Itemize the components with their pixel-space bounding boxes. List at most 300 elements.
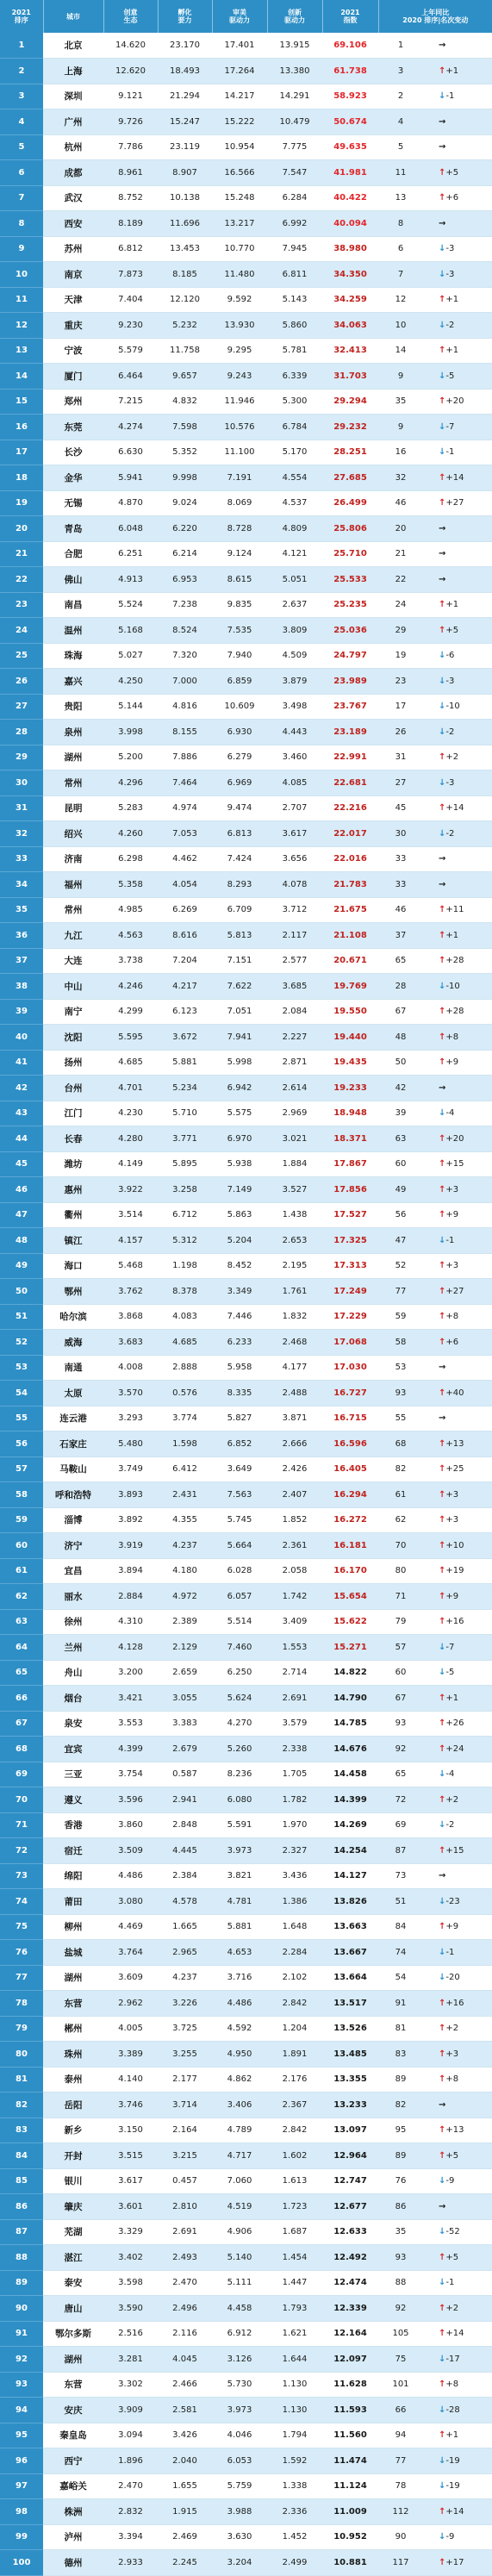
arrow-down-icon: ↓ <box>439 676 446 686</box>
arrow-up-icon: ↑ <box>439 2024 446 2034</box>
mobility-cell: 4.950 <box>212 2042 267 2068</box>
innovation-cell: 2.176 <box>267 2067 322 2093</box>
rank-change-value: +19 <box>445 1566 464 1576</box>
innovation-cell: 2.653 <box>267 1228 322 1254</box>
mobility-cell: 4.862 <box>212 2067 267 2093</box>
rank-cell: 69 <box>0 1762 43 1787</box>
rank-change-value: +8 <box>445 1032 459 1042</box>
arrow-down-icon: ↓ <box>439 727 446 737</box>
rank-cell: 90 <box>0 2296 43 2322</box>
arrow-down-icon: ↓ <box>439 1947 446 1957</box>
score-cell: 17.867 <box>322 1151 378 1177</box>
rank-change-value: -4 <box>445 1108 455 1119</box>
score-cell: 23.989 <box>322 669 378 695</box>
rank-change-value: +1 <box>445 1693 459 1703</box>
eco-cell: 5.524 <box>103 592 158 618</box>
rank-cell: 68 <box>0 1737 43 1762</box>
city-cell: 秦皇岛 <box>43 2423 103 2448</box>
arrow-right-icon: → <box>439 116 446 127</box>
table-row <box>0 1507 492 1533</box>
rank-change-value: +3 <box>445 1261 459 1271</box>
eco-cell: 3.514 <box>103 1202 158 1228</box>
prev-rank-cell: 60 <box>378 1151 423 1177</box>
prev-rank-cell: 71 <box>378 1584 423 1610</box>
table-row <box>0 1863 492 1889</box>
talent-cell: 3.255 <box>158 2042 212 2068</box>
rank-change-cell <box>423 2270 492 2296</box>
innovation-cell: 14.291 <box>267 84 322 109</box>
prev-rank-cell: 67 <box>378 1686 423 1712</box>
score-cell: 16.727 <box>322 1381 378 1407</box>
city-cell: 宜宾 <box>43 1737 103 1762</box>
header-innovation: 创新 驱动力 <box>267 0 322 33</box>
score-cell: 17.229 <box>322 1304 378 1330</box>
table-row <box>0 1228 492 1254</box>
innovation-cell: 3.436 <box>267 1863 322 1889</box>
mobility-cell: 9.835 <box>212 592 267 618</box>
prev-rank-cell: 89 <box>378 2143 423 2169</box>
arrow-down-icon: ↓ <box>439 2176 446 2186</box>
prev-rank-cell: 87 <box>378 1838 423 1864</box>
mobility-cell: 4.906 <box>212 2219 267 2245</box>
score-cell: 14.785 <box>322 1711 378 1737</box>
rank-change-cell <box>423 2042 492 2068</box>
rank-cell: 28 <box>0 720 43 745</box>
score-cell: 22.016 <box>322 846 378 872</box>
innovation-cell: 1.852 <box>267 1507 322 1533</box>
rank-change-cell <box>423 1431 492 1457</box>
score-cell: 13.097 <box>322 2118 378 2143</box>
score-cell: 14.458 <box>322 1762 378 1787</box>
innovation-cell: 3.809 <box>267 618 322 644</box>
eco-cell: 3.150 <box>103 2118 158 2143</box>
talent-cell: 3.771 <box>158 1126 212 1152</box>
mobility-cell: 7.622 <box>212 974 267 1000</box>
score-cell: 12.097 <box>322 2347 378 2373</box>
rank-change-cell <box>423 1660 492 1686</box>
rank-change-value: +9 <box>445 1591 459 1601</box>
mobility-cell: 15.222 <box>212 109 267 135</box>
rank-cell: 35 <box>0 897 43 923</box>
rank-change-value: -2 <box>445 828 455 839</box>
mobility-cell: 3.204 <box>212 2550 267 2576</box>
innovation-cell: 2.488 <box>267 1381 322 1407</box>
arrow-up-icon: ↑ <box>439 803 446 814</box>
rank-change-value: +20 <box>445 396 464 407</box>
city-cell: 北京 <box>43 33 103 59</box>
rank-change-value: -10 <box>445 981 460 991</box>
city-cell: 宁波 <box>43 338 103 364</box>
mobility-cell: 4.046 <box>212 2423 267 2448</box>
eco-cell: 3.553 <box>103 1711 158 1737</box>
innovation-cell: 13.915 <box>267 33 322 59</box>
prev-rank-cell: 2 <box>378 84 423 109</box>
rank-change-value: +16 <box>445 1998 464 2008</box>
score-cell: 13.826 <box>322 1889 378 1915</box>
talent-cell: 2.164 <box>158 2118 212 2143</box>
arrow-down-icon: ↓ <box>439 269 446 279</box>
score-cell: 25.533 <box>322 567 378 593</box>
mobility-cell: 11.100 <box>212 440 267 465</box>
rank-cell: 40 <box>0 1025 43 1051</box>
innovation-cell: 3.871 <box>267 1406 322 1431</box>
prev-rank-cell: 76 <box>378 2168 423 2194</box>
rank-change-cell <box>423 1507 492 1533</box>
arrow-up-icon: ↑ <box>439 2074 446 2085</box>
table-row <box>0 1584 492 1610</box>
table-row <box>0 2016 492 2042</box>
table-row <box>0 1711 492 1737</box>
rank-change-value: +14 <box>445 803 464 814</box>
score-cell: 18.371 <box>322 1126 378 1152</box>
table-row <box>0 1940 492 1966</box>
talent-cell: 9.998 <box>158 465 212 491</box>
rank-cell: 60 <box>0 1533 43 1559</box>
mobility-cell: 4.458 <box>212 2296 267 2322</box>
rank-cell: 51 <box>0 1304 43 1330</box>
rank-cell: 10 <box>0 262 43 288</box>
score-cell: 29.294 <box>322 389 378 415</box>
city-cell: 湖州 <box>43 2347 103 2373</box>
talent-cell: 7.000 <box>158 669 212 695</box>
talent-cell: 2.888 <box>158 1355 212 1381</box>
mobility-cell: 4.486 <box>212 1991 267 2017</box>
city-cell: 长春 <box>43 1126 103 1152</box>
score-cell: 22.991 <box>322 745 378 770</box>
eco-cell: 3.617 <box>103 2168 158 2194</box>
city-cell: 广州 <box>43 109 103 135</box>
innovation-cell: 4.121 <box>267 541 322 567</box>
mobility-cell: 6.969 <box>212 770 267 796</box>
eco-cell: 5.480 <box>103 1431 158 1457</box>
city-cell: 郑州 <box>43 389 103 415</box>
city-cell: 温州 <box>43 618 103 644</box>
rank-cell: 88 <box>0 2245 43 2271</box>
arrow-down-icon: ↓ <box>439 371 446 381</box>
talent-cell: 6.123 <box>158 999 212 1025</box>
score-cell: 18.948 <box>322 1101 378 1126</box>
innovation-cell: 1.648 <box>267 1914 322 1940</box>
mobility-cell: 7.446 <box>212 1304 267 1330</box>
prev-rank-cell: 91 <box>378 1991 423 2017</box>
eco-cell: 5.595 <box>103 1025 158 1051</box>
rank-cell: 87 <box>0 2219 43 2245</box>
innovation-cell: 2.842 <box>267 2118 322 2143</box>
table-row <box>0 2423 492 2448</box>
eco-cell: 2.470 <box>103 2473 158 2499</box>
rank-cell: 84 <box>0 2143 43 2169</box>
eco-cell: 4.563 <box>103 923 158 949</box>
rank-change-cell <box>423 1965 492 1991</box>
eco-cell: 7.786 <box>103 134 158 160</box>
innovation-cell: 6.339 <box>267 364 322 390</box>
eco-cell: 4.274 <box>103 415 158 440</box>
prev-rank-cell: 89 <box>378 2067 423 2093</box>
score-cell: 14.127 <box>322 1863 378 1889</box>
talent-cell: 4.816 <box>158 694 212 720</box>
rank-change-value: +1 <box>445 600 459 610</box>
arrow-up-icon: ↑ <box>439 1617 446 1627</box>
city-cell: 威海 <box>43 1330 103 1356</box>
rank-change-value: -17 <box>445 2354 460 2364</box>
arrow-down-icon: ↓ <box>439 447 446 458</box>
rank-cell: 86 <box>0 2194 43 2220</box>
score-cell: 15.622 <box>322 1609 378 1635</box>
innovation-cell: 2.691 <box>267 1686 322 1712</box>
prev-rank-cell: 13 <box>378 185 423 211</box>
prev-rank-cell: 31 <box>378 745 423 770</box>
eco-cell: 2.962 <box>103 1991 158 2017</box>
score-cell: 26.499 <box>322 490 378 516</box>
talent-cell: 7.053 <box>158 821 212 847</box>
innovation-cell: 4.537 <box>267 490 322 516</box>
rank-change-value: -3 <box>445 269 455 279</box>
innovation-cell: 1.454 <box>267 2245 322 2271</box>
innovation-cell: 5.143 <box>267 287 322 313</box>
rank-change-cell <box>423 1737 492 1762</box>
score-cell: 31.703 <box>322 364 378 390</box>
mobility-cell: 6.912 <box>212 2321 267 2347</box>
talent-cell: 4.972 <box>158 1584 212 1610</box>
eco-cell: 4.310 <box>103 1609 158 1635</box>
mobility-cell: 7.941 <box>212 1025 267 1051</box>
table-row <box>0 236 492 262</box>
talent-cell: 2.245 <box>158 2550 212 2576</box>
innovation-cell: 2.367 <box>267 2093 322 2118</box>
rank-change-cell <box>423 2143 492 2169</box>
prev-rank-cell: 93 <box>378 1711 423 1737</box>
arrow-up-icon: ↑ <box>439 167 446 178</box>
rank-cell: 59 <box>0 1507 43 1533</box>
talent-cell: 8.616 <box>158 923 212 949</box>
innovation-cell: 1.782 <box>267 1787 322 1813</box>
rank-cell: 57 <box>0 1456 43 1482</box>
eco-cell: 6.812 <box>103 236 158 262</box>
city-cell: 金华 <box>43 465 103 491</box>
prev-rank-cell: 70 <box>378 1533 423 1559</box>
rank-cell: 82 <box>0 2093 43 2118</box>
city-cell: 绵阳 <box>43 1863 103 1889</box>
rank-change-value: +3 <box>445 2049 459 2059</box>
city-cell: 嘉峪关 <box>43 2473 103 2499</box>
eco-cell: 6.630 <box>103 440 158 465</box>
prev-rank-cell: 17 <box>378 694 423 720</box>
rank-change-value: +28 <box>445 1007 464 1017</box>
score-cell: 28.251 <box>322 440 378 465</box>
table-row <box>0 415 492 440</box>
arrow-up-icon: ↑ <box>439 1489 446 1500</box>
talent-cell: 21.294 <box>158 84 212 109</box>
mobility-cell: 11.946 <box>212 389 267 415</box>
score-cell: 34.259 <box>322 287 378 313</box>
talent-cell: 5.352 <box>158 440 212 465</box>
rank-cell: 54 <box>0 1381 43 1407</box>
rank-change-value: +8 <box>445 2380 459 2390</box>
talent-cell: 3.055 <box>158 1686 212 1712</box>
eco-cell: 4.246 <box>103 974 158 1000</box>
rank-change-value: +8 <box>445 1312 459 1322</box>
talent-cell: 7.598 <box>158 415 212 440</box>
eco-cell: 3.421 <box>103 1686 158 1712</box>
rank-change-cell <box>423 287 492 313</box>
talent-cell: 4.180 <box>158 1558 212 1584</box>
eco-cell: 4.985 <box>103 897 158 923</box>
rank-change-value: -20 <box>445 1973 460 1983</box>
arrow-down-icon: ↓ <box>439 1973 446 1983</box>
score-cell: 13.667 <box>322 1940 378 1966</box>
innovation-cell: 4.509 <box>267 643 322 669</box>
rank-cell: 66 <box>0 1686 43 1712</box>
arrow-right-icon: → <box>439 879 446 889</box>
rank-change-value: -3 <box>445 777 455 788</box>
innovation-cell: 1.338 <box>267 2473 322 2499</box>
rank-change-cell <box>423 33 492 59</box>
rank-cell: 30 <box>0 770 43 796</box>
rank-change-cell <box>423 2398 492 2423</box>
eco-cell: 6.464 <box>103 364 158 390</box>
table-row <box>0 1889 492 1915</box>
prev-rank-cell: 28 <box>378 974 423 1000</box>
rank-change-cell <box>423 948 492 974</box>
eco-cell: 3.570 <box>103 1381 158 1407</box>
score-cell: 12.964 <box>322 2143 378 2169</box>
table-row <box>0 846 492 872</box>
city-cell: 中山 <box>43 974 103 1000</box>
rank-cell: 11 <box>0 287 43 313</box>
arrow-right-icon: → <box>439 41 446 50</box>
mobility-cell: 3.126 <box>212 2347 267 2373</box>
rank-change-cell <box>423 1025 492 1051</box>
city-cell: 昆明 <box>43 795 103 821</box>
arrow-up-icon: ↑ <box>439 2049 446 2059</box>
city-cell: 嘉兴 <box>43 669 103 695</box>
rank-cell: 24 <box>0 618 43 644</box>
mobility-cell: 5.998 <box>212 1050 267 1076</box>
prev-rank-cell: 5 <box>378 134 423 160</box>
city-cell: 珠海 <box>43 643 103 669</box>
prev-rank-cell: 94 <box>378 2423 423 2448</box>
rank-change-cell <box>423 923 492 949</box>
rank-cell: 17 <box>0 440 43 465</box>
table-row <box>0 2270 492 2296</box>
talent-cell: 4.462 <box>158 846 212 872</box>
rank-cell: 74 <box>0 1889 43 1915</box>
rank-cell: 49 <box>0 1253 43 1279</box>
rank-change-value: +14 <box>445 2506 464 2517</box>
prev-rank-cell: 79 <box>378 1609 423 1635</box>
arrow-up-icon: ↑ <box>439 1693 446 1703</box>
rank-cell: 15 <box>0 389 43 415</box>
eco-cell: 4.296 <box>103 770 158 796</box>
city-cell: 泸州 <box>43 2524 103 2550</box>
city-cell: 惠州 <box>43 1177 103 1203</box>
talent-cell: 7.464 <box>158 770 212 796</box>
talent-cell: 5.234 <box>158 1076 212 1101</box>
rank-change-cell <box>423 1406 492 1431</box>
rank-change-value: +2 <box>445 2024 459 2034</box>
rank-cell: 52 <box>0 1330 43 1356</box>
mobility-cell: 7.563 <box>212 1482 267 1508</box>
eco-cell: 3.094 <box>103 2423 158 2448</box>
rank-cell: 70 <box>0 1787 43 1813</box>
innovation-cell: 1.602 <box>267 2143 322 2169</box>
rank-change-cell <box>423 338 492 364</box>
eco-cell: 3.909 <box>103 2398 158 2423</box>
mobility-cell: 5.624 <box>212 1686 267 1712</box>
table-row <box>0 541 492 567</box>
talent-cell: 0.587 <box>158 1762 212 1787</box>
eco-cell: 4.701 <box>103 1076 158 1101</box>
arrow-down-icon: ↓ <box>439 244 446 254</box>
innovation-cell: 2.468 <box>267 1330 322 1356</box>
mobility-cell: 15.248 <box>212 185 267 211</box>
eco-cell: 9.121 <box>103 84 158 109</box>
innovation-cell: 5.860 <box>267 313 322 339</box>
arrow-up-icon: ↑ <box>439 1312 446 1322</box>
rank-change-cell <box>423 2321 492 2347</box>
rank-change-cell <box>423 1482 492 1508</box>
prev-rank-cell: 56 <box>378 1202 423 1228</box>
talent-cell: 1.655 <box>158 2473 212 2499</box>
eco-cell: 4.399 <box>103 1737 158 1762</box>
table-row <box>0 872 492 898</box>
eco-cell: 6.251 <box>103 541 158 567</box>
rank-change-value: -3 <box>445 244 455 254</box>
innovation-cell: 1.884 <box>267 1151 322 1177</box>
rank-cell: 12 <box>0 313 43 339</box>
score-cell: 21.108 <box>322 923 378 949</box>
table-row <box>0 2194 492 2220</box>
arrow-up-icon: ↑ <box>439 1718 446 1729</box>
rank-change-cell <box>423 1304 492 1330</box>
mobility-cell: 13.930 <box>212 313 267 339</box>
score-cell: 17.325 <box>322 1228 378 1254</box>
table-row <box>0 1660 492 1686</box>
table-row <box>0 1991 492 2017</box>
innovation-cell: 6.284 <box>267 185 322 211</box>
score-cell: 16.596 <box>322 1431 378 1457</box>
table-row <box>0 465 492 491</box>
city-cell: 潍坊 <box>43 1151 103 1177</box>
table-row <box>0 84 492 109</box>
rank-cell: 6 <box>0 160 43 186</box>
prev-rank-cell: 68 <box>378 1431 423 1457</box>
city-cell: 郴州 <box>43 2016 103 2042</box>
innovation-cell: 1.793 <box>267 2296 322 2322</box>
city-cell: 常州 <box>43 770 103 796</box>
rank-change-cell <box>423 490 492 516</box>
rank-cell: 1 <box>0 33 43 59</box>
innovation-cell: 4.177 <box>267 1355 322 1381</box>
talent-cell: 2.659 <box>158 1660 212 1686</box>
prev-rank-cell: 21 <box>378 541 423 567</box>
rank-cell: 25 <box>0 643 43 669</box>
eco-cell: 5.283 <box>103 795 158 821</box>
innovation-cell: 1.130 <box>267 2398 322 2423</box>
innovation-cell: 2.842 <box>267 1991 322 2017</box>
table-row <box>0 795 492 821</box>
talent-cell: 5.881 <box>158 1050 212 1076</box>
mobility-cell: 5.260 <box>212 1737 267 1762</box>
score-cell: 27.685 <box>322 465 378 491</box>
rank-cell: 33 <box>0 846 43 872</box>
prev-rank-cell: 77 <box>378 1279 423 1305</box>
innovation-cell: 7.547 <box>267 160 322 186</box>
eco-cell: 3.080 <box>103 1889 158 1915</box>
city-cell: 兰州 <box>43 1635 103 1661</box>
rank-cell: 56 <box>0 1431 43 1457</box>
table-row <box>0 109 492 135</box>
